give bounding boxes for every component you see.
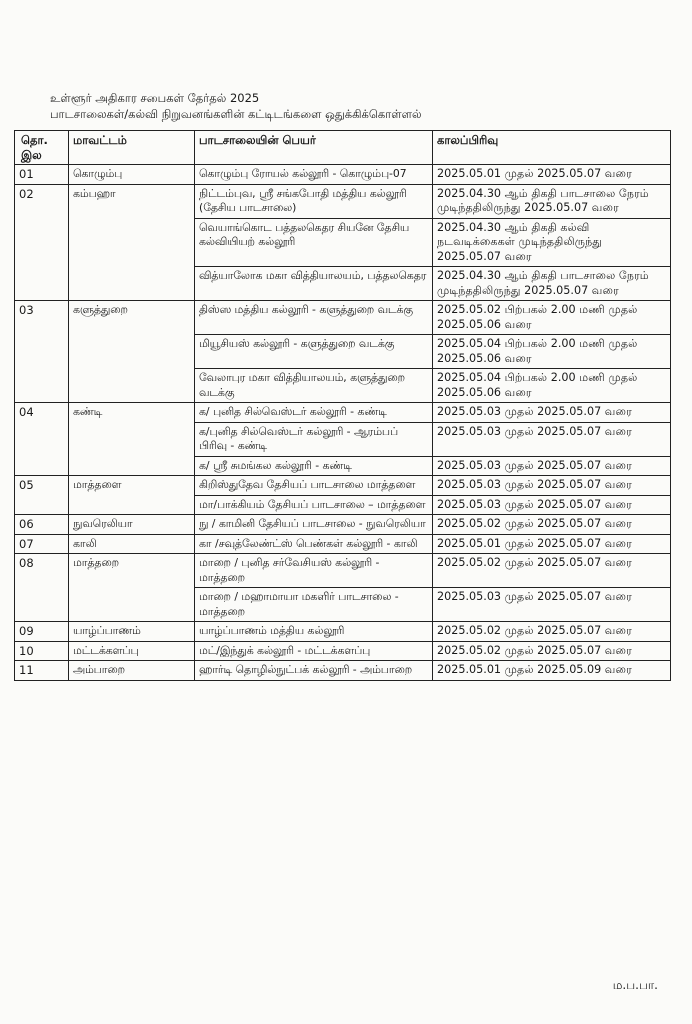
school-name-cell: கா /சவுத்லேண்ட்ஸ் பெண்கள் கல்லூரி - காலி [195, 534, 433, 554]
serial-no-cell: 10 [15, 641, 69, 661]
initials-footer: ம.ப.பா. [612, 978, 658, 992]
period-cell: 2025.05.04 பிற்பகல் 2.00 மணி முதல் 2025.05.06 வரை [433, 335, 671, 369]
school-name-cell: வெயாங்கொட பத்தலகெதர சியனே தேசிய கல்வியியற் கல்லூரி [195, 218, 433, 267]
serial-no-cell: 05 [15, 476, 69, 515]
table-row [15, 184, 671, 218]
school-name-cell: க/புனித சில்வெஸ்டர் கல்லூரி - ஆரம்பப் பிரிவு - கண்டி [195, 422, 433, 456]
allocation-table [14, 130, 671, 681]
table-row [15, 301, 671, 335]
header-period: காலப்பிரிவு [433, 131, 671, 165]
table-row [15, 515, 671, 535]
document-heading [50, 90, 422, 122]
heading-line-1: உள்ளூர் அதிகார சபைகள் தேர்தல் 2025 [50, 91, 260, 105]
table-row [15, 661, 671, 681]
header-district: மாவட்டம் [69, 131, 195, 165]
period-cell: 2025.04.30 ஆம் திகதி பாடசாலை நேரம் முடிந்ததிலிருந்து 2025.05.07 வரை [433, 267, 671, 301]
school-name-cell: திஸ்ஸ மத்திய கல்லூரி - களுத்துறை வடக்கு [195, 301, 433, 335]
header-school-name: பாடசாலையின் பெயர் [195, 131, 433, 165]
table-body [15, 165, 671, 681]
district-cell: காலி [69, 534, 195, 554]
district-cell: அம்பாறை [69, 661, 195, 681]
heading-line-2: பாடசாலைகள்/கல்வி நிறுவனங்களின் கட்டிடங்களை ஒதுக்கிக்கொள்ளல் [50, 107, 422, 121]
serial-no-cell: 04 [15, 403, 69, 476]
table-row [15, 165, 671, 185]
table-row [15, 554, 671, 588]
school-name-cell: க/ புனித சில்வெஸ்டர் கல்லூரி - கண்டி [195, 403, 433, 423]
school-name-cell: மியூசியஸ் கல்லூரி - களுத்துறை வடக்கு [195, 335, 433, 369]
district-cell: கண்டி [69, 403, 195, 476]
header-serial-no: தொ. இல [15, 131, 69, 165]
serial-no-cell: 08 [15, 554, 69, 622]
period-cell: 2025.05.02 பிற்பகல் 2.00 மணி முதல் 2025.05.06 வரை [433, 301, 671, 335]
serial-no-cell: 11 [15, 661, 69, 681]
serial-no-cell: 06 [15, 515, 69, 535]
table-row [15, 534, 671, 554]
table-header-row [15, 131, 671, 165]
school-name-cell: நிட்டம்புவ, ஸ்ரீ சங்கபோதி மத்திய கல்லூரி (தேசிய பாடசாலை) [195, 184, 433, 218]
school-name-cell: கொழும்பு ரோயல் கல்லூரி - கொழும்பு-07 [195, 165, 433, 185]
period-cell: 2025.05.02 முதல் 2025.05.07 வரை [433, 515, 671, 535]
district-cell: களுத்துறை [69, 301, 195, 403]
period-cell: 2025.05.03 முதல் 2025.05.07 வரை [433, 422, 671, 456]
serial-no-cell: 02 [15, 184, 69, 301]
period-cell: 2025.05.03 முதல் 2025.05.07 வரை [433, 495, 671, 515]
period-cell: 2025.05.02 முதல் 2025.05.07 வரை [433, 622, 671, 642]
period-cell: 2025.05.03 முதல் 2025.05.07 வரை [433, 588, 671, 622]
district-cell: மட்டக்களப்பு [69, 641, 195, 661]
period-cell: 2025.05.03 முதல் 2025.05.07 வரை [433, 456, 671, 476]
school-name-cell: வேலாபுர மகா வித்தியாலயம், களுத்துறை வடக்கு [195, 369, 433, 403]
serial-no-cell: 07 [15, 534, 69, 554]
district-cell: மாத்தறை [69, 554, 195, 622]
school-name-cell: மாறை / புனித சர்வேசியஸ் கல்லூரி - மாத்தறை [195, 554, 433, 588]
period-cell: 2025.05.04 பிற்பகல் 2.00 மணி முதல் 2025.05.06 வரை [433, 369, 671, 403]
period-cell: 2025.05.03 முதல் 2025.05.07 வரை [433, 403, 671, 423]
table-row [15, 622, 671, 642]
period-cell: 2025.05.01 முதல் 2025.05.09 வரை [433, 661, 671, 681]
district-cell: நுவரெலியா [69, 515, 195, 535]
period-cell: 2025.05.02 முதல் 2025.05.07 வரை [433, 641, 671, 661]
period-cell: 2025.05.01 முதல் 2025.05.07 வரை [433, 534, 671, 554]
school-name-cell: மாறை / மஹாமாயா மகளிர் பாடசாலை - மாத்தறை [195, 588, 433, 622]
school-name-cell: கிறிஸ்துதேவ தேசியப் பாடசாலை மாத்தளை [195, 476, 433, 496]
district-cell: மாத்தளை [69, 476, 195, 515]
school-name-cell: நு / காமினி தேசியப் பாடசாலை - நுவரெலியா [195, 515, 433, 535]
period-cell: 2025.05.02 முதல் 2025.05.07 வரை [433, 554, 671, 588]
table-row [15, 403, 671, 423]
school-name-cell: யாழ்ப்பாணம் மத்திய கல்லூரி [195, 622, 433, 642]
table-row [15, 476, 671, 496]
serial-no-cell: 03 [15, 301, 69, 403]
district-cell: யாழ்ப்பாணம் [69, 622, 195, 642]
serial-no-cell: 01 [15, 165, 69, 185]
school-name-cell: மட்/இந்துக் கல்லூரி - மட்டக்களப்பு [195, 641, 433, 661]
table-row [15, 641, 671, 661]
period-cell: 2025.05.01 முதல் 2025.05.07 வரை [433, 165, 671, 185]
district-cell: கொழும்பு [69, 165, 195, 185]
period-cell: 2025.04.30 ஆம் திகதி கல்வி நடவடிக்கைகள் முடிந்ததிலிருந்து 2025.05.07 வரை [433, 218, 671, 267]
school-name-cell: க/ ஸ்ரீ சுமங்கல கல்லூரி - கண்டி [195, 456, 433, 476]
school-name-cell: மா/பாக்கியம் தேசியப் பாடசாலை – மாத்தளை [195, 495, 433, 515]
school-name-cell: வித்யாலோக மகா வித்தியாலயம், பத்தலகெதர [195, 267, 433, 301]
school-name-cell: ஹார்டி தொழில்நுட்பக் கல்லூரி - அம்பாறை [195, 661, 433, 681]
serial-no-cell: 09 [15, 622, 69, 642]
district-cell: கம்பஹா [69, 184, 195, 301]
period-cell: 2025.04.30 ஆம் திகதி பாடசாலை நேரம் முடிந்ததிலிருந்து 2025.05.07 வரை [433, 184, 671, 218]
period-cell: 2025.05.03 முதல் 2025.05.07 வரை [433, 476, 671, 496]
